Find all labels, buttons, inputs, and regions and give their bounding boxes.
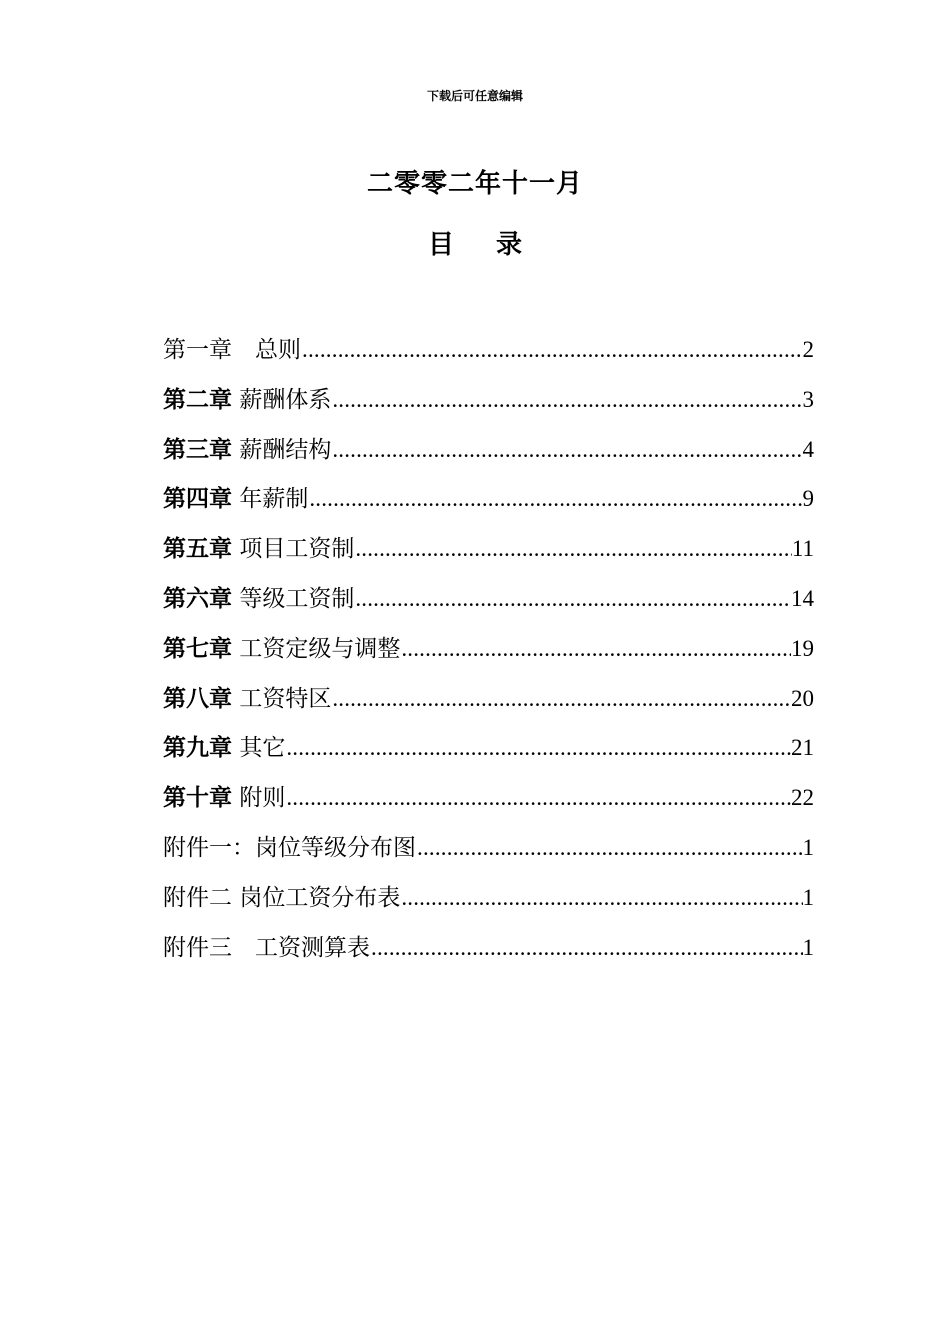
toc-dot-leader (286, 731, 791, 765)
toc-title: 岗位等级分布图 (255, 834, 416, 861)
toc-entry[interactable] (163, 931, 814, 981)
toc-chapter-label: 附件三 (163, 934, 232, 961)
toc-chapter-label: 第二章 (163, 386, 232, 413)
toc-entry[interactable] (163, 632, 814, 682)
toc-title: 薪酬结构 (239, 436, 332, 463)
toc-page-number: 4 (802, 436, 814, 462)
toc-page-number: 9 (802, 486, 814, 512)
toc-page-number: 1 (802, 934, 814, 960)
toc-separator (232, 781, 239, 815)
toc-chapter-label: 附件二 (163, 884, 232, 911)
toc-dot-leader (355, 532, 792, 566)
toc-chapter-label: 附件一 (163, 834, 232, 861)
toc-title: 总则 (255, 337, 301, 363)
toc-separator (232, 931, 255, 965)
toc-separator (232, 433, 239, 467)
toc-entry[interactable] (163, 781, 814, 831)
toc-dot-leader (302, 333, 803, 367)
toc-entry[interactable] (163, 831, 814, 881)
toc-entry[interactable] (163, 433, 814, 483)
toc-page-number: 1 (802, 884, 814, 910)
table-of-contents (163, 333, 814, 980)
toc-entry[interactable] (163, 532, 814, 582)
toc-page-number: 21 (791, 735, 814, 761)
toc-chapter-label: 第四章 (163, 486, 232, 513)
toc-title: 年薪制 (239, 486, 309, 513)
toc-chapter-label: 第七章 (163, 635, 232, 662)
toc-separator (232, 881, 239, 915)
toc-chapter-label: 第六章 (163, 585, 232, 612)
toc-entry[interactable] (163, 682, 814, 732)
toc-separator (232, 383, 239, 417)
header-note: 下载后可任意编辑 (426, 89, 523, 103)
toc-entry[interactable] (163, 881, 814, 931)
toc-chapter-label: 第九章 (163, 735, 232, 762)
toc-title: 附则 (239, 785, 286, 812)
toc-dot-leader (401, 632, 791, 666)
toc-separator (232, 532, 239, 566)
toc-separator (232, 731, 239, 765)
toc-title: 岗位工资分布表 (239, 884, 401, 911)
toc-dot-leader (401, 881, 802, 915)
toc-page-number: 11 (791, 536, 814, 562)
toc-separator (232, 333, 255, 367)
toc-page-number: 14 (791, 585, 814, 611)
toc-dot-leader (332, 433, 802, 467)
toc-title: 其它 (239, 735, 286, 762)
toc-page-number: 22 (791, 785, 814, 811)
toc-separator (232, 482, 239, 516)
toc-separator (232, 682, 239, 716)
toc-separator (232, 582, 239, 616)
toc-page-number: 1 (802, 834, 814, 860)
toc-entry[interactable] (163, 383, 814, 433)
toc-dot-leader (332, 383, 802, 417)
toc-chapter-label: 第十章 (163, 785, 232, 812)
toc-page-number: 19 (791, 635, 814, 661)
toc-entry[interactable] (163, 482, 814, 532)
toc-page-number: 3 (802, 386, 814, 412)
toc-dot-leader (355, 582, 791, 616)
toc-title: 等级工资制 (239, 585, 355, 612)
toc-dot-leader (286, 781, 791, 815)
toc-chapter-label: 第一章 (163, 337, 232, 363)
toc-page-number: 20 (791, 685, 814, 711)
toc-chapter-label: 第八章 (163, 685, 232, 712)
toc-separator: ： (232, 834, 255, 861)
toc-entry[interactable] (163, 731, 814, 781)
toc-chapter-label: 第五章 (163, 536, 232, 563)
toc-heading: 目录 (427, 230, 564, 260)
toc-title: 工资定级与调整 (239, 635, 401, 662)
toc-page-number: 2 (802, 337, 814, 362)
toc-title: 项目工资制 (239, 536, 355, 563)
toc-title: 工资特区 (239, 685, 332, 712)
toc-chapter-label: 第三章 (163, 436, 232, 463)
toc-entry[interactable] (163, 582, 814, 632)
toc-title: 薪酬体系 (239, 386, 332, 413)
toc-separator (232, 632, 239, 666)
toc-dot-leader (309, 482, 802, 516)
toc-title: 工资测算表 (255, 934, 370, 961)
toc-dot-leader (332, 682, 791, 716)
toc-dot-leader (371, 931, 803, 965)
date-title: 二零零二年十一月 (366, 169, 583, 199)
toc-dot-leader (417, 831, 803, 865)
toc-entry[interactable] (163, 333, 814, 383)
